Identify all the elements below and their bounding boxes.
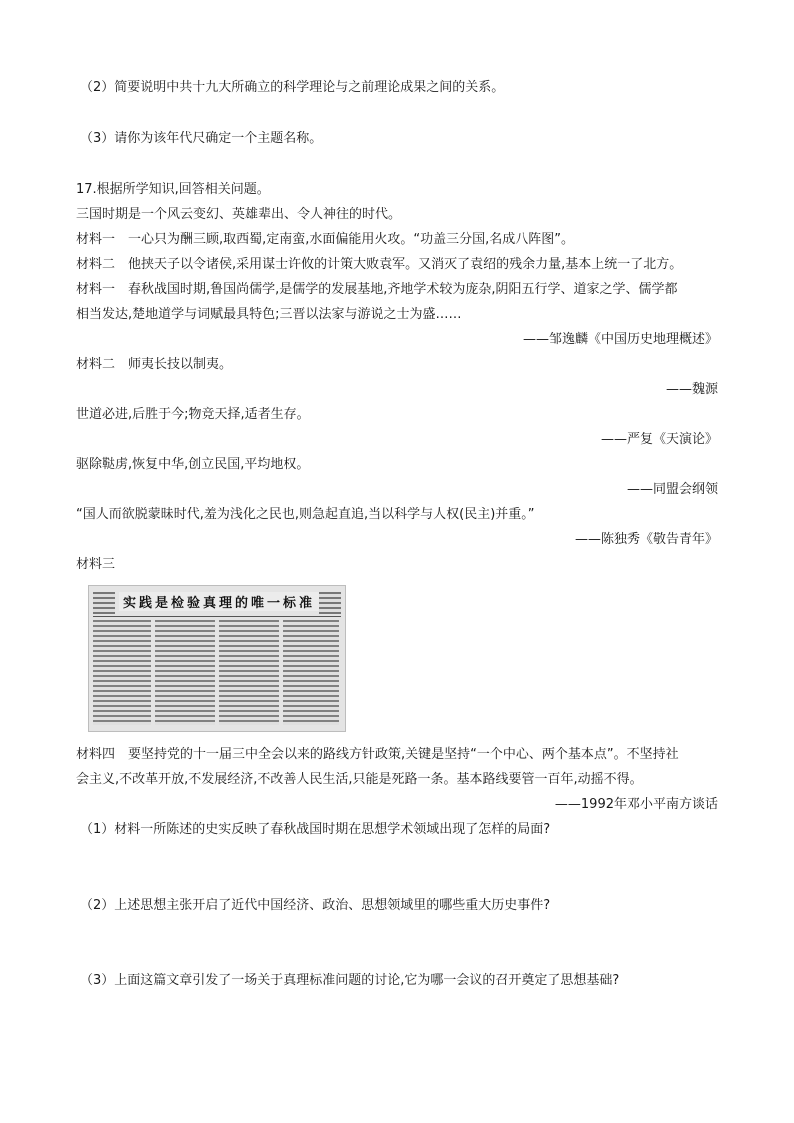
q18-material-2-quote-4: “国人而欲脱蒙昧时代,羞为浅化之民也,则急起直追,当以科学与人权(民主)并重。” xyxy=(76,507,535,522)
q17-material-2: 材料二 他挟天子以令诸侯,采用谋士许攸的计策大败袁军。又消灭了袁绍的残余力量,基本上统一了北方。 xyxy=(76,257,683,272)
q17-material-1: 材料一 一心只为酬三顾,取西蜀,定南蛮,水面偏能用火攻。“功盖三分国,名成八阵图”。 xyxy=(76,232,574,247)
q18-material-3-label: 材料三 xyxy=(76,557,116,572)
q18-question-2: （2）上述思想主张开启了近代中国经济、政治、思想领域里的哪些重大历史事件? xyxy=(80,898,551,913)
newspaper-text-block xyxy=(93,592,115,614)
q18-material-2-quote-3: 驱除鞑虏,恢复中华,创立民国,平均地权。 xyxy=(76,457,310,472)
newspaper-column xyxy=(283,620,339,725)
q18-material-2-source-2: ——严复《天演论》 xyxy=(600,432,718,447)
q18-material-2-source-3: ——同盟会纲领 xyxy=(626,482,718,497)
newspaper-headline: 实践是检验真理的唯一标准 xyxy=(119,592,319,611)
q18-material-4-line1: 材料四 要坚持党的十一届三中全会以来的路线方针政策,关键是坚持“一个中心、两个基本点”。不坚持社 xyxy=(76,747,679,762)
q18-material-2-quote-2: 世道必进,后胜于今;物竞天择,适者生存。 xyxy=(76,407,310,422)
newspaper-column xyxy=(155,620,215,725)
newspaper-column xyxy=(219,620,279,725)
q18-material-1-line2: 相当发达,楚地道学与词赋最具特色;三晋以法家与游说之士为盛…… xyxy=(76,307,462,322)
q18-question-1: （1）材料一所陈述的史实反映了春秋战国时期在思想学术领域出现了怎样的局面? xyxy=(80,822,551,837)
newspaper-clipping-image xyxy=(88,585,346,732)
question-17-intro: 三国时期是一个风云变幻、英雄辈出、令人神往的时代。 xyxy=(76,207,402,222)
newspaper-column xyxy=(93,620,151,725)
q18-material-2-source-4: ——陈独秀《敬告青年》 xyxy=(574,532,718,547)
q18-material-2-source-1: ——魏源 xyxy=(665,382,718,397)
newspaper-rule xyxy=(93,616,341,617)
q18-material-4-source: ——1992年邓小平南方谈话 xyxy=(554,797,718,812)
q18-material-4-line2: 会主义,不改革开放,不发展经济,不改善人民生活,只能是死路一条。基本路线要管一百年,动摇不得。 xyxy=(76,772,643,787)
question-17-heading: 17.根据所学知识,回答相关问题。 xyxy=(76,182,270,197)
question-2-top: （2）简要说明中共十九大所确立的科学理论与之前理论成果之间的关系。 xyxy=(80,80,505,95)
q18-material-1-line1: 材料一 春秋战国时期,鲁国尚儒学,是儒学的发展基地,齐地学术较为庞杂,阴阳五行学、道家之学、儒学都 xyxy=(76,282,678,297)
q18-material-2-quote-1: 材料二 师夷长技以制夷。 xyxy=(76,357,233,372)
question-3-top: （3）请你为该年代尺确定一个主题名称。 xyxy=(80,131,323,146)
q18-material-1-source: ——邹逸麟《中国历史地理概述》 xyxy=(522,332,718,347)
q18-question-3: （3）上面这篇文章引发了一场关于真理标准问题的讨论,它为哪一会议的召开奠定了思想基础? xyxy=(80,973,620,988)
newspaper-text-block xyxy=(319,592,341,614)
